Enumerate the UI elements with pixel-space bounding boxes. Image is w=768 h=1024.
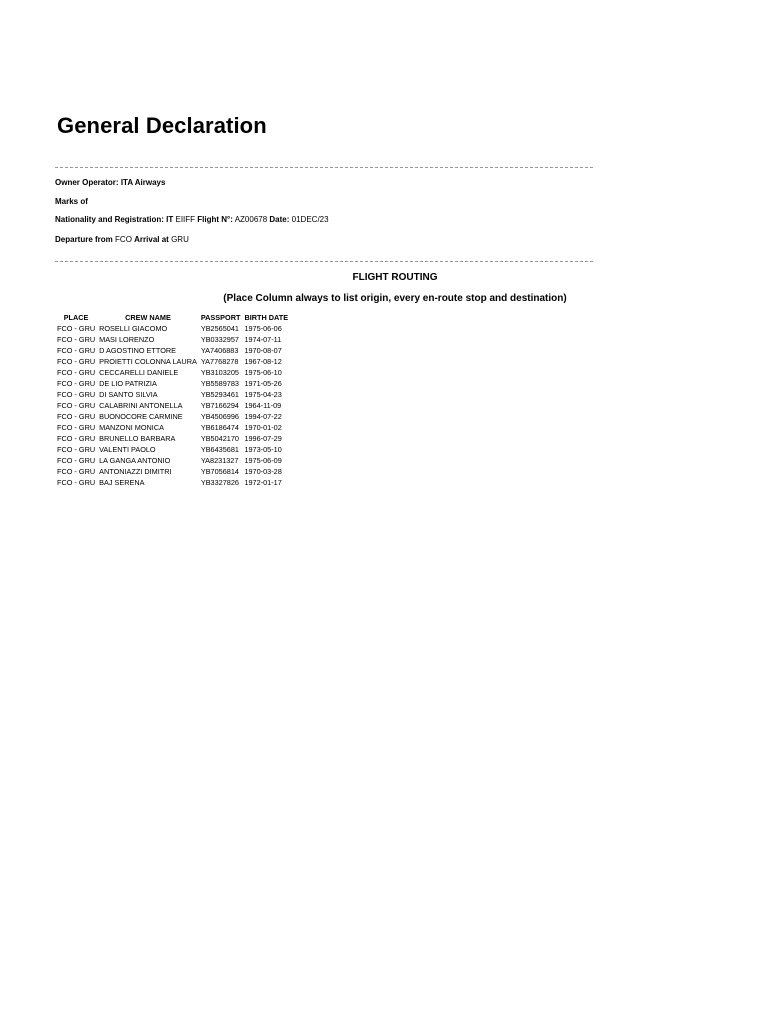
crew-place-cell: FCO - GRU — [57, 379, 96, 388]
table-row — [55, 378, 290, 389]
crew-place-cell: FCO - GRU — [57, 346, 96, 355]
crew-name-cell: LA GANGA ANTONIO — [99, 456, 171, 465]
crew-place-cell: FCO - GRU — [57, 368, 96, 377]
registration-value: EIIFF — [175, 215, 196, 224]
owner-operator-label: Owner Operator: — [55, 178, 119, 187]
crew-birth-date-cell: 1974-07-11 — [244, 335, 282, 344]
crew-birth-date-cell: 1964-11-09 — [244, 401, 282, 410]
crew-birth-date-cell: 1970-03-28 — [244, 467, 282, 476]
crew-place-cell: FCO - GRU — [57, 401, 96, 410]
crew-passport-cell: YB7166294 — [200, 401, 239, 410]
crew-birth-date-cell: 1970-08-07 — [244, 346, 282, 355]
crew-passport-cell: YB6435681 — [200, 445, 239, 454]
crew-name-cell: BUONOCORE CARMINE — [99, 412, 183, 421]
page-title: General Declaration — [57, 113, 267, 138]
crew-birth-date-cell: 1996-07-29 — [244, 434, 282, 443]
crew-name-cell: VALENTI PAOLO — [99, 445, 156, 454]
crew-birth-date-cell: 1975-06-09 — [244, 456, 282, 465]
flight-routing-subtitle: (Place Column always to list origin, every en-route stop and destination) — [223, 293, 567, 304]
crew-name-cell: BAJ SERENA — [99, 478, 145, 487]
crew-table — [55, 312, 290, 488]
crew-passport-cell: YB5042170 — [200, 434, 239, 443]
arrival-value: GRU — [171, 235, 189, 244]
crew-passport-cell: YA7768278 — [200, 357, 239, 366]
crew-name-cell: DE LIO PATRIZIA — [99, 379, 157, 388]
table-row — [55, 444, 290, 455]
crew-name-cell: CECCARELLI DANIELE — [99, 368, 179, 377]
table-row — [55, 477, 290, 488]
crew-passport-cell: YA8231327 — [200, 456, 239, 465]
crew-place-cell: FCO - GRU — [57, 324, 96, 333]
divider — [55, 261, 593, 262]
nationality-label: Nationality and Registration: — [55, 215, 164, 224]
crew-birth-date-cell: 1973-05-10 — [244, 445, 282, 454]
crew-name-cell: CALABRINI ANTONELLA — [99, 401, 183, 410]
crew-place-cell: FCO - GRU — [57, 467, 96, 476]
table-row — [55, 323, 290, 334]
crew-place-cell: FCO - GRU — [57, 357, 96, 366]
crew-name-cell: BRUNELLO BARBARA — [99, 434, 176, 443]
table-row — [55, 411, 290, 422]
crew-name-cell: PROIETTI COLONNA LAURA — [99, 357, 197, 366]
nationality-registration-line — [55, 215, 329, 224]
date-value: 01DEC/23 — [291, 215, 329, 224]
crew-place-cell: FCO - GRU — [57, 412, 96, 421]
header-crew-name: CREW NAME — [125, 313, 171, 322]
table-row — [55, 345, 290, 356]
crew-place-cell: FCO - GRU — [57, 456, 96, 465]
flight-number-value: AZ00678 — [234, 215, 268, 224]
crew-name-cell: MANZONI MONICA — [99, 423, 164, 432]
owner-operator-line — [55, 178, 165, 187]
departure-label: Departure from — [55, 235, 113, 244]
crew-place-cell: FCO - GRU — [57, 390, 96, 399]
crew-name-cell: ANTONIAZZI DIMITRI — [99, 467, 172, 476]
table-row — [55, 334, 290, 345]
crew-passport-cell: YB7056814 — [200, 467, 239, 476]
crew-name-cell: ROSELLI GIACOMO — [99, 324, 168, 333]
arrival-label: Arrival at — [134, 235, 169, 244]
table-row — [55, 466, 290, 477]
crew-table-body — [55, 323, 290, 488]
crew-passport-cell: YA7406883 — [200, 346, 239, 355]
crew-name-cell: D AGOSTINO ETTORE — [99, 346, 177, 355]
crew-passport-cell: YB4506996 — [200, 412, 239, 421]
crew-passport-cell: YB5589783 — [200, 379, 239, 388]
owner-operator-value: ITA Airways — [120, 178, 166, 187]
departure-value: FCO — [115, 235, 132, 244]
crew-birth-date-cell: 1967-08-12 — [244, 357, 282, 366]
table-row — [55, 389, 290, 400]
date-label: Date: — [269, 215, 290, 224]
table-row — [55, 455, 290, 466]
table-row — [55, 433, 290, 444]
crew-passport-cell: YB3103205 — [200, 368, 239, 377]
marks-line — [55, 197, 88, 206]
crew-place-cell: FCO - GRU — [57, 478, 96, 487]
flight-routing-title: FLIGHT ROUTING — [352, 272, 438, 283]
flight-number-label: Flight N°: — [197, 215, 233, 224]
table-row — [55, 356, 290, 367]
crew-birth-date-cell: 1972-01-17 — [244, 478, 282, 487]
table-row — [55, 422, 290, 433]
crew-place-cell: FCO - GRU — [57, 423, 96, 432]
crew-birth-date-cell: 1970-01-02 — [244, 423, 282, 432]
crew-name-cell: DI SANTO SILVIA — [99, 390, 158, 399]
nationality-value: IT — [166, 215, 174, 224]
crew-place-cell: FCO - GRU — [57, 335, 96, 344]
crew-name-cell: MASI LORENZO — [99, 335, 155, 344]
crew-passport-cell: YB0332957 — [200, 335, 239, 344]
crew-birth-date-cell: 1971-05-26 — [244, 379, 282, 388]
crew-birth-date-cell: 1994-07-22 — [244, 412, 282, 421]
crew-place-cell: FCO - GRU — [57, 445, 96, 454]
crew-passport-cell: YB3327826 — [200, 478, 239, 487]
crew-passport-cell: YB5293461 — [200, 390, 239, 399]
header-place: PLACE — [63, 313, 89, 322]
header-passport: PASSPORT — [200, 313, 241, 322]
crew-place-cell: FCO - GRU — [57, 434, 96, 443]
crew-passport-cell: YB2565041 — [200, 324, 239, 333]
departure-arrival-line — [55, 235, 189, 244]
marks-label: Marks of — [55, 197, 88, 206]
divider — [55, 167, 593, 168]
crew-table-header — [55, 312, 290, 323]
crew-birth-date-cell: 1975-04-23 — [244, 390, 282, 399]
crew-birth-date-cell: 1975-06-10 — [244, 368, 282, 377]
header-birth-date: BIRTH DATE — [244, 313, 289, 322]
table-row — [55, 400, 290, 411]
table-row — [55, 367, 290, 378]
crew-birth-date-cell: 1975-06-06 — [244, 324, 282, 333]
crew-passport-cell: YB6186474 — [200, 423, 239, 432]
